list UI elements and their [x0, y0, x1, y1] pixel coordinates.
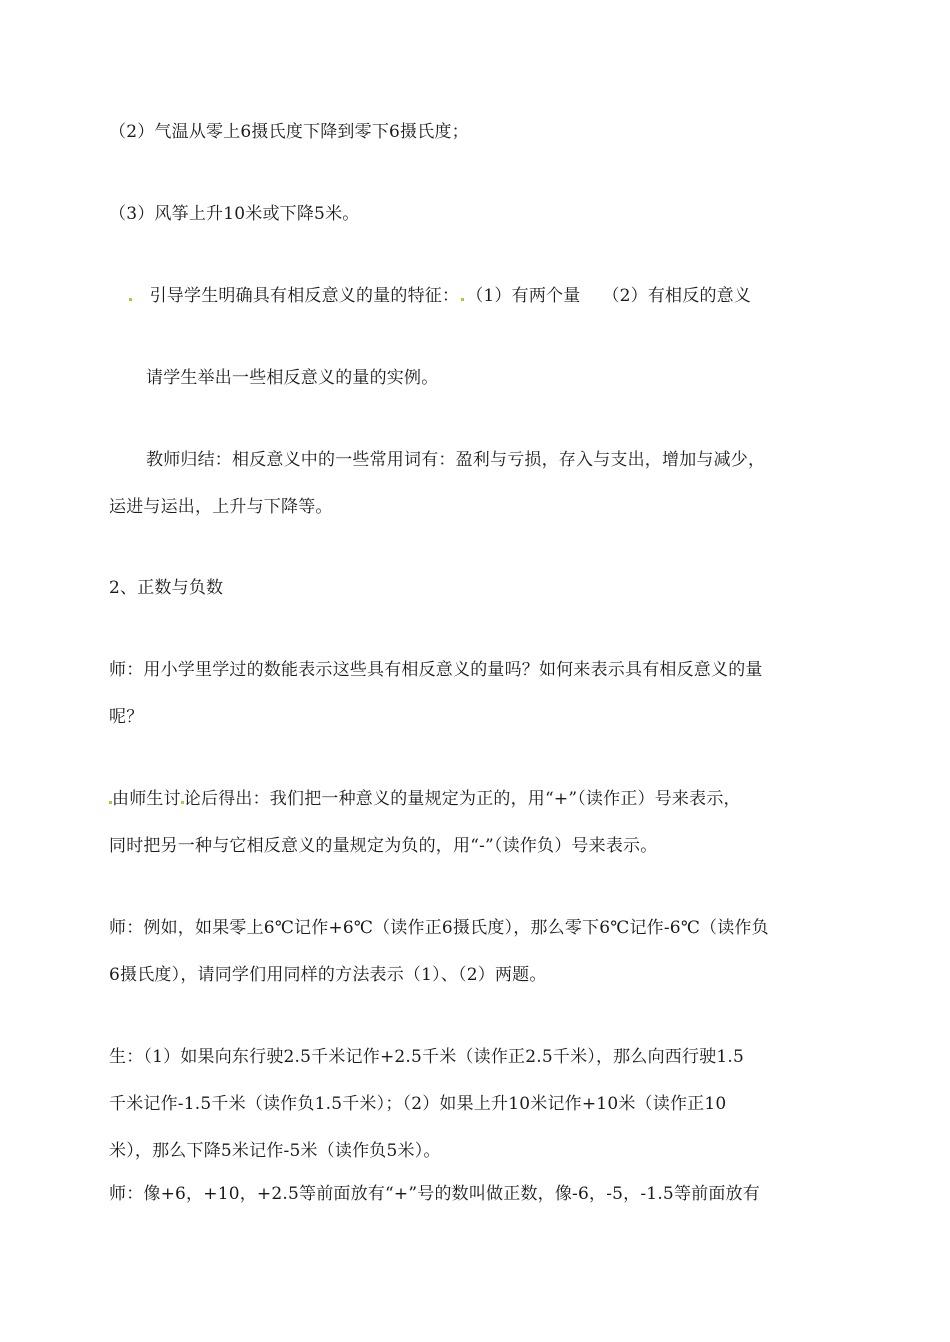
text-line-kite: （3）风筝上升10米或下降5米。 [109, 204, 360, 224]
text-line-example-cont: 6摄氏度），请同学们用同样的方法表示（1）、（2）两题。 [109, 965, 547, 985]
text-line-summary-cont: 运进与运出，上升与下降等。 [109, 497, 333, 517]
feature-two: （2）有相反的意义 [602, 286, 752, 306]
text-line-discussion-cont: 同时把另一种与它相反意义的量规定为负的，用“-”（读作负）号来表示。 [109, 836, 658, 856]
text-line-student-answer-2: 千米记作-1.5千米（读作负1.5千米）；（2）如果上升10米记作+10米（读作正10 [109, 1094, 727, 1114]
text-line-student-answer-3: 米），那么下降5米记作-5米（读作负5米）。 [109, 1141, 441, 1161]
text-line-summary: 教师归结：相反意义中的一些常用词有：盈利与亏损，存入与支出，增加与减少， [146, 450, 766, 470]
text-line-examples: 请学生举出一些相反意义的量的实例。 [146, 368, 439, 388]
features-intro: 引导学生明确具有相反意义的量的特征： [149, 286, 460, 306]
text-line-student-answer: 生：（1）如果向东行驶2.5千米记作+2.5千米（读作正2.5千米），那么向西行驶1.5 [109, 1047, 745, 1067]
marker-dot [129, 298, 132, 301]
feature-one: （1）有两个量 [466, 286, 581, 306]
marker-dot [461, 298, 464, 301]
text-line-temperature: （2）气温从零上6摄氏度下降到零下6摄氏度； [109, 122, 469, 142]
text-line-question: 师：用小学里学过的数能表示这些具有相反意义的量吗？如何来表示具有相反意义的量 [109, 660, 763, 680]
text-line-question-cont: 呢？ [109, 707, 144, 727]
text-line-discussion [109, 788, 741, 810]
text-line-definition: 师：像+6，+10，+2.5等前面放有“+”号的数叫做正数，像-6，-5，-1.5等前面放有 [109, 1184, 760, 1204]
discussion-start: 由师生讨 [112, 789, 181, 809]
section-heading: 2、正数与负数 [109, 578, 224, 598]
text-line-example: 师：例如，如果零上6℃记作+6℃（读作正6摄氏度），那么零下6℃记作-6℃（读作负 [109, 918, 769, 938]
text-line-features [127, 285, 751, 307]
discussion-rest: 论后得出：我们把一种意义的量规定为正的，用“+”（读作正）号来表示， [183, 789, 741, 809]
